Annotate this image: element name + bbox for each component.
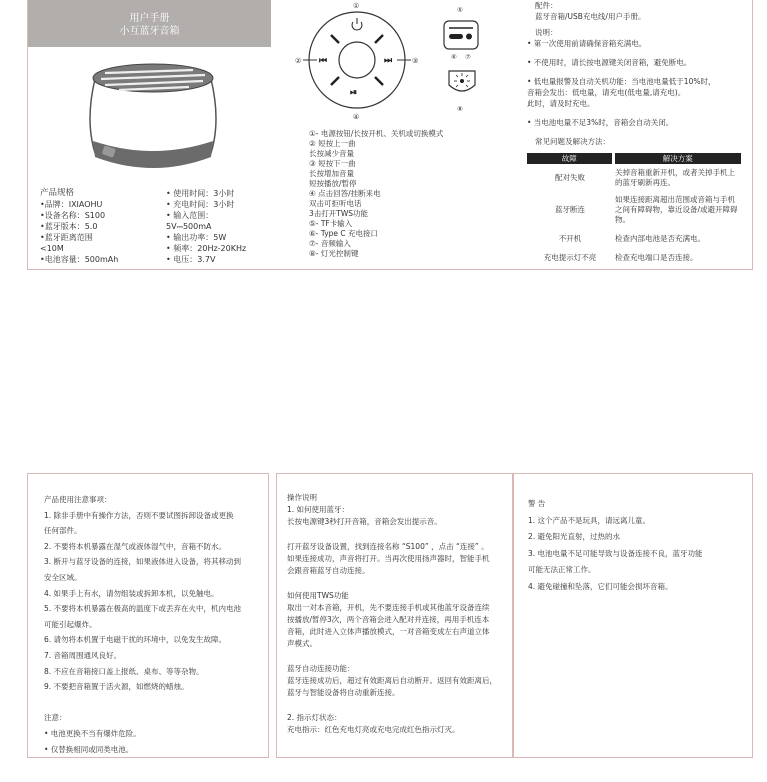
text-line: 打开蓝牙设备设置，找到连接名称 “S100” ，点击 “连接” 。 (287, 541, 489, 551)
specs-right (166, 188, 246, 265)
legend-item: ①- 电源按钮/长按开机、关机或切换模式 (309, 129, 444, 138)
text-line: 5. 不要将本机暴露在极高的温度下或丢弃在火中，机内电池 (44, 604, 242, 614)
text-line: 1. 除非手册中有操作方法，否则不要试图拆卸设备或更换 (44, 510, 234, 520)
legend-item: 3击打开TWS功能 (309, 209, 369, 218)
operation-text (287, 492, 497, 736)
audio-jack-icon (466, 34, 472, 40)
controls-panel (271, 0, 512, 270)
legend-item: 短按播放/暂停 (309, 179, 357, 188)
next-icon: ⏭ (384, 56, 393, 66)
notes-panel (511, 0, 753, 270)
spec-item: • 输入范围： (166, 211, 214, 220)
text-line: 充电指示：红色充电灯亮或充电完成红色指示灯灭。 (287, 724, 460, 734)
callout-3: ③ (412, 57, 419, 65)
solution-cell: 检查内部电池是否充满电。 (615, 233, 705, 243)
text-line: 4. 避免碰撞和坠落，它们可能会损坏音箱。 (528, 581, 673, 591)
table-row (527, 191, 741, 229)
text-line (287, 529, 497, 541)
spec-item: • 充电时间：3小时 (166, 200, 235, 209)
fault-cell: 不开机 (558, 233, 582, 243)
legend-item: ⑤- TF卡输入 (309, 219, 353, 228)
notes-heading: 说明： (535, 28, 558, 37)
fault-cell: 充电提示灯不亮 (543, 252, 597, 262)
specs-left (40, 188, 118, 265)
accessories-heading: 配件： (535, 1, 558, 10)
callout-1: ① (353, 2, 360, 10)
solution-cell: 关掉音箱重新开机，或者关掉手机上的蓝牙刷新再连。 (615, 167, 735, 187)
callout-8: ⑧ (457, 105, 463, 113)
previous-icon: ⏮ (319, 56, 328, 66)
text-line: • 仅替换相同或同类电池。 (44, 744, 134, 754)
legend-item: ⑥- Type C 充电接口 (309, 229, 379, 238)
precautions-text (44, 492, 241, 757)
callout-7: ⑦ (465, 53, 471, 61)
legend-item: ④ 点击回答/挂断来电 (309, 189, 381, 198)
legend-item: ② 短按上一曲 (309, 139, 356, 148)
text-line: 3. 电池电量不足可能导致与设备连接不良，蓝牙功能 (528, 548, 703, 558)
text-line: 可能引起爆炸。 (44, 619, 97, 629)
text-line: 音箱，此时进入立体声播放模式，一对音箱变成左右声道立体 (287, 627, 490, 637)
table-row (527, 229, 741, 248)
text-line: 会跟音箱蓝牙自动连接。 (287, 566, 370, 576)
warning-panel (513, 473, 753, 758)
text-line: 按播放/暂停3次，两个音箱会进入配对并连接，再用手机连本 (287, 615, 490, 624)
spec-item: • 输出功率：5W (166, 233, 227, 242)
cover-panel (27, 0, 272, 270)
accessories (535, 0, 645, 22)
text-line: 注意： (44, 713, 67, 723)
fault-cell: 配对失败 (555, 172, 585, 182)
spec-item: •蓝牙距离范围 (40, 233, 93, 242)
legend-item: ⑧- 灯光控制键 (309, 249, 359, 258)
spec-item: • 频率：20Hz-20KHz (166, 244, 247, 253)
spec-item: •品牌：IXIAOHU (40, 200, 103, 209)
text-line: 任何部件。 (44, 526, 82, 536)
faq-col-solution: 解决方案 (613, 153, 741, 164)
text-line (287, 699, 497, 711)
text-line (287, 651, 497, 663)
fault-cell: 蓝牙断连 (555, 205, 585, 214)
cover-header (28, 0, 271, 47)
manual-title: 用户手册 (129, 13, 170, 24)
text-line: 操作说明 (287, 493, 317, 502)
text-line: 2. 不要将本机暴露在湿气或液体湿气中，音箱不防水。 (44, 541, 227, 551)
spec-item: 5V⎓500mA (166, 222, 212, 231)
callout-2: ② (295, 57, 302, 65)
faq-table (527, 153, 741, 267)
text-line: 取出一对本音箱，开机，先不要连接手机或其他蓝牙设备连续 (287, 602, 490, 612)
light-button-icon (449, 71, 475, 91)
text-line: 长按电源键3秒打开音箱，音箱会发出提示音。 (287, 517, 442, 527)
power-icon (352, 18, 362, 30)
spec-item: • 电压：3.7V (166, 255, 216, 264)
table-row (527, 248, 741, 267)
operation-panel (276, 473, 513, 758)
play-pause-icon: ⏯ (350, 88, 358, 98)
text-line: 蓝牙与智能设备将自动重新连接。 (287, 688, 400, 698)
text-line (287, 577, 497, 589)
spec-item: •蓝牙版本：5.0 (40, 222, 98, 231)
solution-cell: 如果连接距离超出范围或音箱与手机之间有障碍物，靠近设备/或避开障碍物。 (615, 195, 738, 224)
legend-item: ③ 短按下一曲 (309, 159, 356, 168)
note-item: • 当电池电量不足3%时，音箱会自动关闭。 (527, 118, 674, 127)
instructions (527, 27, 715, 147)
callout-4: ④ (353, 113, 360, 121)
text-line: 安全区域。 (44, 572, 82, 582)
speaker-illustration (83, 61, 223, 176)
text-line: 产品使用注意事项： (44, 495, 112, 504)
legend-item: 长按减少音量 (309, 149, 354, 158)
text-line: 2. 避免阳光直射，过热的水 (528, 532, 621, 541)
text-line: 声模式。 (287, 639, 317, 649)
specs-heading: 产品规格 (40, 188, 75, 198)
text-line: 可能无法正常工作。 (528, 565, 596, 574)
table-row (527, 164, 741, 191)
spec-item: •设备名称：S100 (40, 211, 106, 220)
text-line: 2. 指示灯状态： (287, 712, 342, 722)
text-line: 7. 音箱周围通风良好。 (44, 650, 122, 660)
legend-item: ⑦- 音频输入 (309, 239, 351, 248)
precautions-panel (27, 473, 269, 758)
legend-item: 双击可拒听电话 (309, 199, 362, 208)
faq-heading: 常见问题及解决方法： (535, 137, 610, 146)
text-line (44, 695, 241, 711)
text-line: 如何使用TWS功能 (287, 590, 349, 600)
text-line: 蓝牙自动连接功能： (287, 663, 355, 673)
faq-col-fault: 故障 (527, 153, 613, 164)
warning-text (528, 496, 703, 595)
accessories-text: 蓝牙音箱/USB充电线/用户手册。 (535, 12, 646, 21)
text-line: 9. 不要把音箱置于活火源，如燃烧的蜡烛。 (44, 682, 189, 692)
text-line: 如果连接成功，声音将打开。当再次使用扬声器时，智能手机 (287, 554, 490, 563)
spec-item: • 使用时间：3小时 (166, 189, 235, 198)
note-item: • 低电量报警及自动关机功能：当电池电量低于10%时， (527, 77, 716, 86)
text-line: 8. 不应在音箱接口盖上报纸、桌布、等等杂物。 (44, 666, 204, 676)
note-item: • 第一次使用前请确保音箱充满电。 (527, 39, 647, 48)
solution-cell: 检查充电端口是否连接。 (615, 252, 698, 262)
note-item: 音箱会发出：低电量，请充电(低电量,请充电)。 (527, 88, 686, 97)
callout-6: ⑥ (451, 53, 457, 61)
controls-legend (309, 129, 443, 259)
text-line: 4. 如果手上有水，请勿组装或拆卸本机，以免触电。 (44, 588, 219, 598)
controls-diagram (289, 1, 499, 121)
product-name: 小互蓝牙音箱 (119, 26, 180, 37)
callout-5: ⑤ (457, 6, 463, 14)
text-line: • 电池更换不当有爆炸危险。 (44, 728, 141, 738)
text-line: 1. 如何使用蓝牙： (287, 505, 350, 515)
spec-item: <10M (40, 244, 64, 253)
usb-c-port-icon (449, 34, 463, 39)
text-line: 蓝牙连接成功后，超过有效距离后自动断开。返回有效距离后， (287, 676, 497, 685)
note-item: • 不使用时，请长按电源键关闭音箱，避免断电。 (527, 58, 692, 67)
note-item: 此时，请及时充电。 (527, 99, 595, 108)
spec-item: •电池容量：500mAh (40, 255, 119, 264)
port-panel (444, 21, 478, 49)
text-line: 6. 请勿将本机置于电磁干扰的环境中，以免发生故障。 (44, 635, 227, 645)
legend-item: 长按增加音量 (309, 169, 354, 178)
text-line: 1. 这个产品不是玩具，请远离儿童。 (528, 515, 651, 525)
text-line: 警 告 (528, 499, 546, 508)
text-line: 3. 断开与蓝牙设备的连接，如果液体进入设备，将其移动到 (44, 557, 242, 567)
